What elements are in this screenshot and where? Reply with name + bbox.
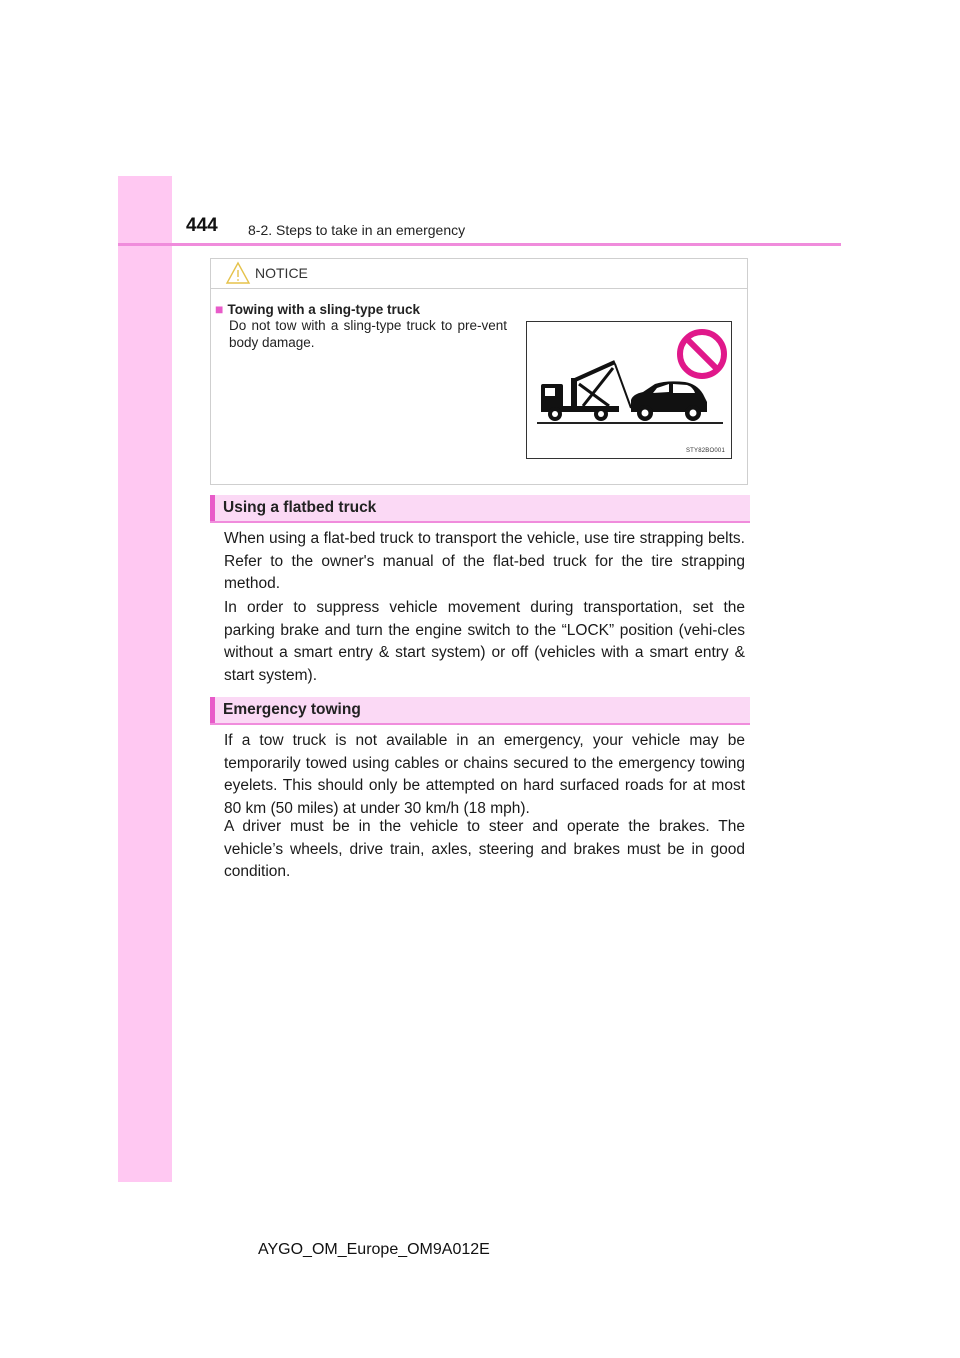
notice-item-text: Do not tow with a sling-type truck to pre-vent body damage.	[229, 318, 507, 350]
tow-truck-icon	[541, 362, 631, 421]
sub-heading-title: Emergency towing	[223, 701, 361, 718]
sling-truck-drawing	[527, 322, 733, 460]
header-rule	[118, 243, 841, 246]
footer-document-code: AYGO_OM_Europe_OM9A012E	[258, 1241, 490, 1258]
notice-header	[211, 259, 747, 289]
sub-heading-flatbed	[210, 495, 750, 523]
page-number: 444	[186, 215, 218, 236]
sub-heading-emergency-towing	[210, 697, 750, 725]
square-bullet-icon: ■	[215, 301, 224, 317]
notice-label: NOTICE	[255, 265, 308, 281]
prohibited-icon	[680, 332, 724, 376]
paragraph: When using a flat-bed truck to transport the vehicle, use tire strapping belts. Refer to the owner's manual of the flat-bed truck for the tire strapping method.	[224, 530, 745, 592]
paragraph: In order to suppress vehicle movement during transportation, set the parking brake and turn the engine switch to the “LOCK” position (vehi-cles without a smart entry & start system) or off (vehicles with a smart entry & start system).	[224, 599, 745, 684]
notice-box	[210, 258, 748, 485]
chapter-side-tab	[118, 176, 172, 1182]
notice-item-heading	[215, 301, 420, 317]
paragraph: A driver must be in the vehicle to steer and operate the brakes. The vehicle’s wheels, drive train, axles, steering and brakes must be in good condition.	[224, 818, 745, 880]
heading-accent-bar	[210, 495, 215, 521]
illustration-code: STY82BO001	[685, 448, 725, 454]
paragraph: If a tow truck is not available in an emergency, your vehicle may be temporarily towed using cables or chains secured to the emergency towing eyelets. This should only be attempted on hard surfaced roads for at most 80 km (50 miles) at under 30 km/h (18 mph).	[224, 732, 745, 817]
warning-triangle-icon	[225, 261, 251, 285]
notice-item-title: Towing with a sling-type truck	[227, 302, 420, 317]
sub-heading-title: Using a flatbed truck	[223, 499, 377, 516]
car-icon	[631, 381, 707, 421]
sling-truck-illustration	[526, 321, 732, 459]
section-title: 8-2. Steps to take in an emergency	[248, 222, 466, 238]
heading-accent-bar	[210, 697, 215, 723]
